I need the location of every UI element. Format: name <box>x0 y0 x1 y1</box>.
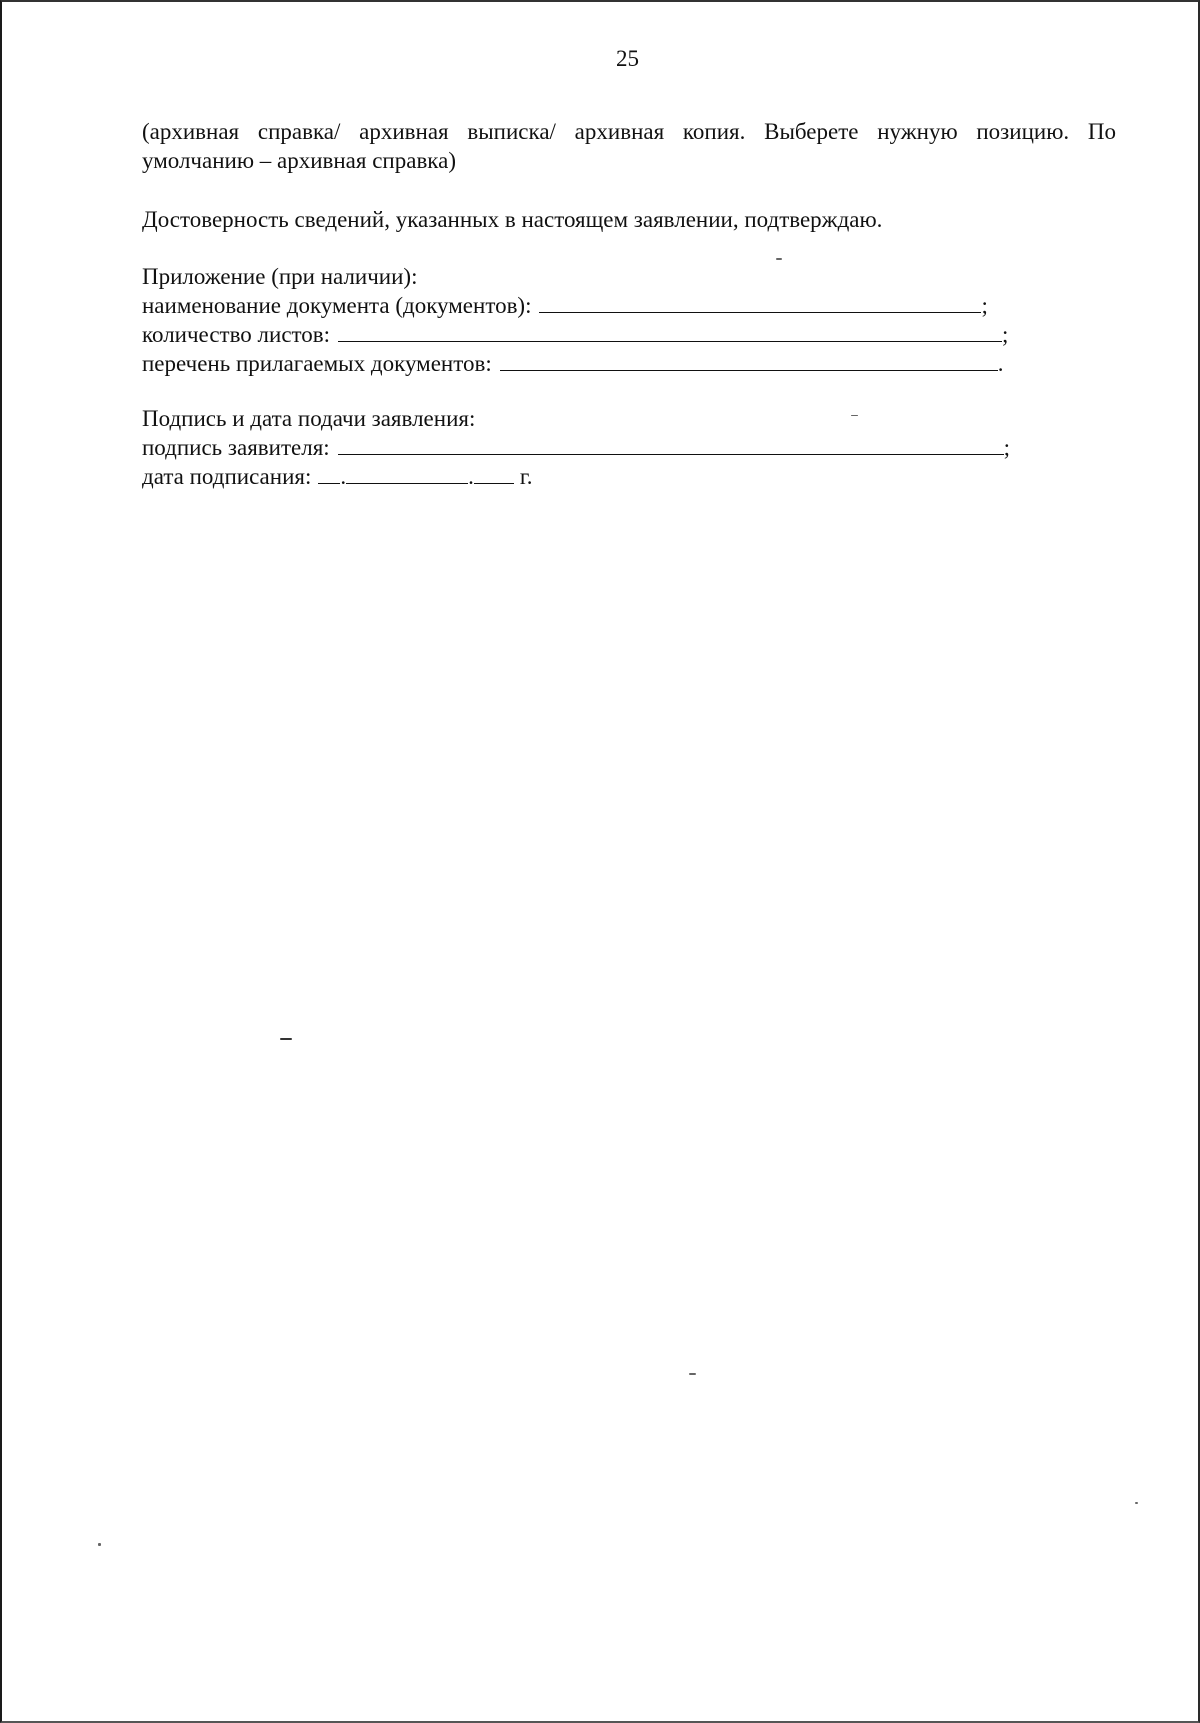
doc-name-end: ; <box>981 293 988 318</box>
date-year-suffix: г. <box>519 464 533 489</box>
scan-speck <box>98 1543 101 1546</box>
sheets-field[interactable] <box>338 321 1002 342</box>
date-day-field[interactable] <box>318 463 340 484</box>
date-line <box>142 462 1010 491</box>
date-separator-2: . <box>468 464 474 489</box>
confirmation-statement: Достоверность сведений, указанных в настоящем заявлении, подтверждаю. <box>142 207 883 232</box>
sheets-line <box>142 320 1008 349</box>
date-year-field[interactable] <box>474 463 514 484</box>
signature-end: ; <box>1003 435 1011 460</box>
intro-paragraph: (архивная справка/ архивная выписка/ архивная копия. Выберете нужную позицию. По умолчанию – архивная справка) <box>142 119 1116 173</box>
doc-name-label: наименование документа (документов): <box>142 293 532 318</box>
sheets-end: ; <box>1002 322 1009 347</box>
doc-name-field[interactable] <box>539 292 981 313</box>
date-separator-1: . <box>340 464 347 489</box>
attachment-heading-line <box>142 262 1008 291</box>
sheets-label: количество листов: <box>142 322 331 347</box>
doc-list-end: . <box>997 351 1004 376</box>
signature-heading-line <box>142 404 1010 433</box>
attachment-section <box>142 262 1008 378</box>
doc-list-line <box>142 349 1008 378</box>
scan-speck <box>776 258 782 260</box>
attachment-heading: Приложение (при наличии): <box>142 264 418 289</box>
scan-speck <box>1135 1502 1138 1504</box>
doc-list-label: перечень прилагаемых документов: <box>142 351 492 376</box>
doc-list-field[interactable] <box>500 350 998 371</box>
signature-line <box>142 433 1010 462</box>
page-number: 25 <box>616 46 639 71</box>
scan-speck <box>280 1038 292 1040</box>
date-label: дата подписания: <box>142 464 312 489</box>
signature-label: подпись заявителя: <box>142 435 330 460</box>
signature-heading: Подпись и дата подачи заявления: <box>142 406 476 431</box>
scan-speck <box>851 415 858 416</box>
signature-field[interactable] <box>338 434 1004 455</box>
doc-name-line <box>142 291 1008 320</box>
date-month-field[interactable] <box>346 463 468 484</box>
signature-section <box>142 404 1010 491</box>
scan-speck <box>689 1373 696 1375</box>
